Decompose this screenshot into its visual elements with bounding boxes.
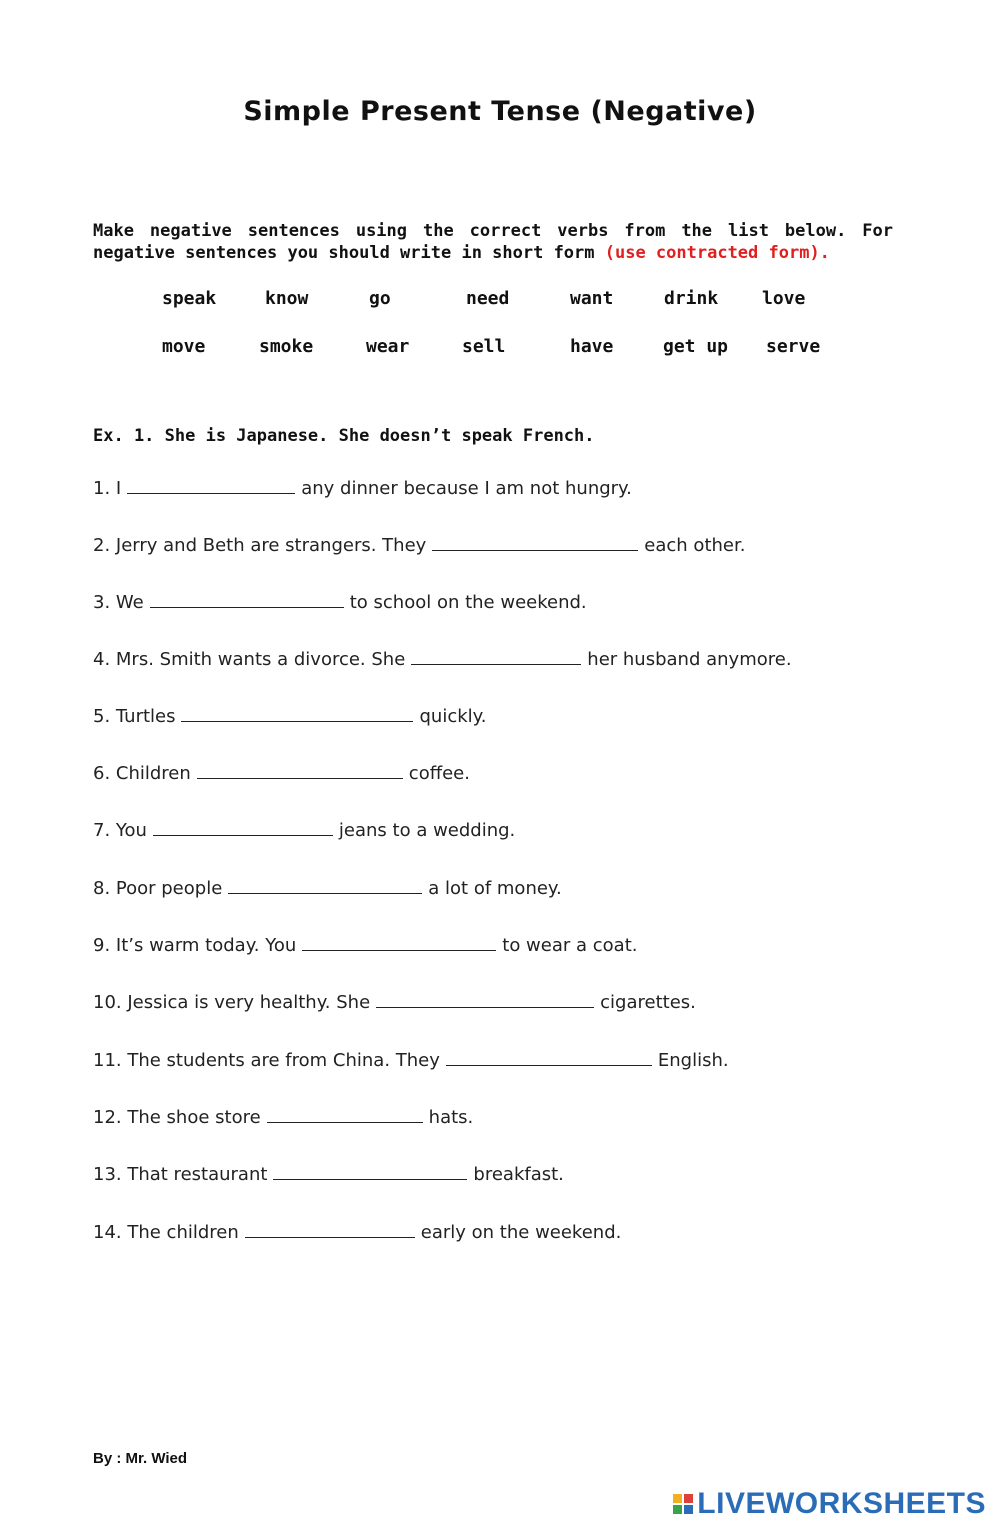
question-text-after: early on the weekend. [420, 1222, 622, 1243]
question-6 [93, 760, 470, 784]
question-text-before: 14. The children [93, 1222, 239, 1243]
instructions [93, 220, 893, 264]
answer-blank-8[interactable] [228, 875, 422, 894]
answer-blank-7[interactable] [153, 817, 333, 836]
logo-square [684, 1505, 693, 1514]
instructions-text: Make negative sentences using the correct verbs from the list below. For negative sentences you should write in short form [93, 221, 893, 263]
word-bank-row-2 [0, 336, 1000, 366]
question-text-before: 10. Jessica is very healthy. She [93, 992, 371, 1013]
question-text-before: 6. Children [93, 763, 191, 784]
question-text-before: 12. The shoe store [93, 1107, 261, 1128]
word-bank-item: need [466, 288, 510, 309]
question-8 [93, 875, 562, 899]
word-bank-item: have [570, 336, 614, 357]
question-text-after: cigarettes. [600, 992, 696, 1013]
question-text-after: each other. [644, 535, 746, 556]
question-text-after: jeans to a wedding. [338, 820, 516, 841]
question-text-before: 7. You [93, 820, 147, 841]
word-bank-item: love [762, 288, 806, 309]
question-5 [93, 703, 486, 727]
question-text-before: 13. That restaurant [93, 1164, 268, 1185]
question-12 [93, 1104, 473, 1128]
brand-name: LIVEWORKSHEETS [697, 1487, 986, 1520]
answer-blank-13[interactable] [273, 1161, 467, 1180]
answer-blank-10[interactable] [376, 989, 594, 1008]
answer-blank-12[interactable] [267, 1104, 423, 1123]
question-text-before: 5. Turtles [93, 706, 176, 727]
word-bank-item: serve [766, 336, 821, 357]
question-text-after: her husband anymore. [587, 649, 792, 670]
answer-blank-14[interactable] [245, 1219, 415, 1238]
question-text-before: 9. It’s warm today. You [93, 935, 297, 956]
question-1 [93, 475, 632, 499]
question-text-before: 8. Poor people [93, 878, 223, 899]
answer-blank-4[interactable] [411, 646, 581, 665]
answer-blank-9[interactable] [302, 932, 496, 951]
question-text-after: hats. [428, 1107, 474, 1128]
word-bank-item: sell [462, 336, 506, 357]
author-credit: By : Mr. Wied [93, 1450, 188, 1467]
question-14 [93, 1219, 621, 1243]
question-text-after: quickly. [419, 706, 487, 727]
word-bank-item: go [369, 288, 391, 309]
word-bank-item: speak [162, 288, 217, 309]
answer-blank-2[interactable] [432, 532, 638, 551]
logo-square [673, 1505, 682, 1514]
question-text-before: 11. The students are from China. They [93, 1050, 440, 1071]
page-title: Simple Present Tense (Negative) [243, 96, 757, 127]
question-7 [93, 817, 515, 841]
question-9 [93, 932, 637, 956]
question-text-after: any dinner because I am not hungry. [301, 478, 632, 499]
question-text-after: to wear a coat. [502, 935, 638, 956]
question-text-before: 2. Jerry and Beth are strangers. They [93, 535, 427, 556]
word-bank-item: drink [664, 288, 719, 309]
liveworksheets-brand[interactable] [673, 1487, 986, 1521]
word-bank-item: want [570, 288, 614, 309]
answer-blank-1[interactable] [127, 475, 295, 494]
logo-square [673, 1494, 682, 1503]
question-text-before: 4. Mrs. Smith wants a divorce. She [93, 649, 406, 670]
word-bank-item: know [265, 288, 309, 309]
question-2 [93, 532, 745, 556]
word-bank-row-1 [0, 288, 1000, 318]
question-text-after: English. [657, 1050, 729, 1071]
answer-blank-11[interactable] [446, 1047, 652, 1066]
instructions-highlight: (use contracted form). [604, 243, 830, 263]
word-bank-item: smoke [259, 336, 314, 357]
answer-blank-3[interactable] [150, 589, 344, 608]
word-bank-item: move [162, 336, 206, 357]
question-3 [93, 589, 587, 613]
word-bank-item: wear [366, 336, 410, 357]
question-text-after: coffee. [408, 763, 470, 784]
question-13 [93, 1161, 564, 1185]
answer-blank-6[interactable] [197, 760, 403, 779]
question-10 [93, 989, 696, 1013]
question-text-after: a lot of money. [428, 878, 562, 899]
liveworksheets-logo-icon [673, 1494, 693, 1514]
question-11 [93, 1047, 729, 1071]
question-text-after: breakfast. [473, 1164, 564, 1185]
question-4 [93, 646, 792, 670]
question-text-after: to school on the weekend. [349, 592, 587, 613]
word-bank-item: get up [663, 336, 729, 357]
example-sentence: Ex. 1. She is Japanese. She doesn’t speak French. [93, 426, 595, 446]
question-text-before: 1. I [93, 478, 122, 499]
logo-square [684, 1494, 693, 1503]
answer-blank-5[interactable] [181, 703, 413, 722]
question-text-before: 3. We [93, 592, 144, 613]
